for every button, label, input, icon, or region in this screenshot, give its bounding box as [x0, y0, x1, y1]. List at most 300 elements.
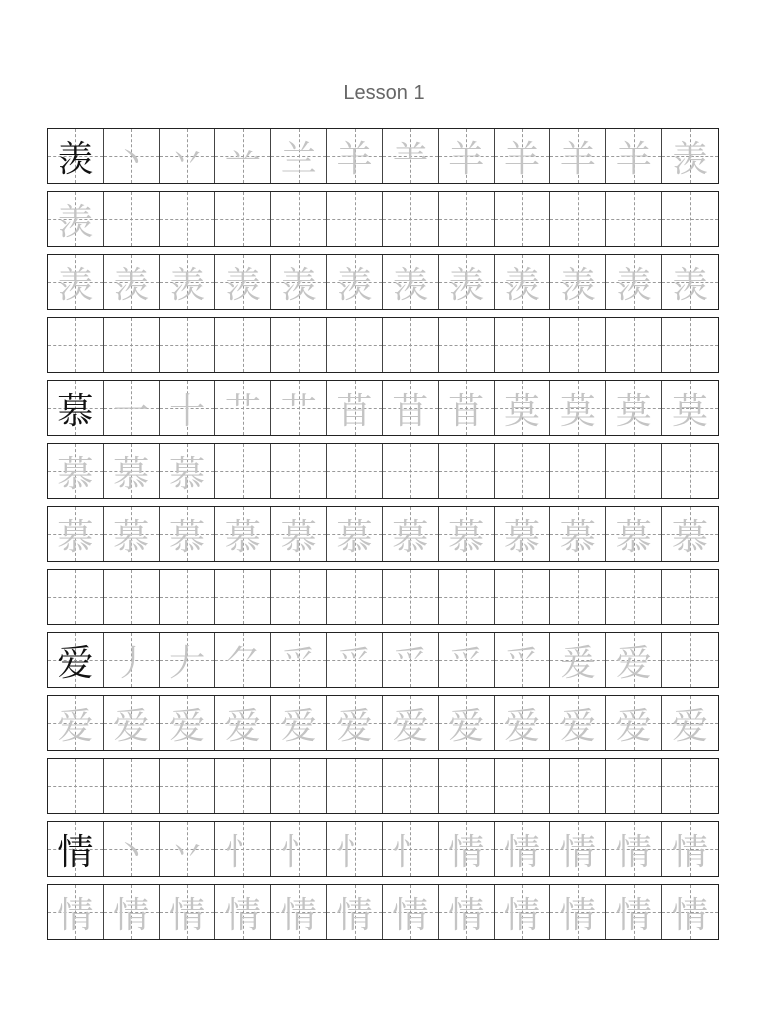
trace-character: 爱	[615, 642, 652, 684]
practice-row	[47, 380, 719, 436]
grid-cell	[606, 696, 662, 750]
grid-cell	[383, 381, 439, 435]
trace-character: 忄	[224, 831, 261, 873]
grid-cell	[383, 444, 439, 498]
trace-character: 情	[559, 831, 596, 873]
trace-character: 羊	[336, 138, 373, 180]
trace-character: 羡	[57, 201, 94, 243]
trace-character	[662, 318, 718, 372]
grid-cell	[495, 633, 551, 687]
grid-cell	[48, 255, 104, 309]
trace-character: 丷	[169, 831, 206, 873]
grid-cell	[495, 507, 551, 561]
grid-cell	[160, 507, 216, 561]
trace-character	[439, 759, 494, 813]
trace-character	[662, 444, 718, 498]
trace-character	[271, 570, 326, 624]
trace-character	[550, 444, 605, 498]
grid-cell	[104, 318, 160, 372]
grid-cell	[439, 633, 495, 687]
trace-character	[160, 318, 215, 372]
practice-row	[47, 632, 719, 688]
trace-character: 爱	[392, 705, 429, 747]
grid-cell	[606, 192, 662, 246]
grid-cell	[48, 759, 104, 813]
trace-character: 羡	[169, 264, 206, 306]
grid-cell	[215, 696, 271, 750]
trace-character: 慕	[57, 516, 94, 558]
grid-cell	[662, 444, 718, 498]
grid-cell	[383, 129, 439, 183]
practice-row	[47, 506, 719, 562]
model-character: 情	[57, 831, 94, 873]
grid-cell	[606, 255, 662, 309]
trace-character: 丿	[113, 642, 150, 684]
grid-cell	[662, 381, 718, 435]
grid-cell	[495, 192, 551, 246]
trace-character: 䒑	[224, 138, 261, 180]
grid-cell	[606, 507, 662, 561]
trace-character: 情	[169, 894, 206, 936]
grid-cell	[662, 633, 718, 687]
grid-cell	[495, 318, 551, 372]
trace-character: 艹	[224, 390, 261, 432]
trace-character	[662, 633, 718, 687]
trace-character: 慕	[615, 516, 652, 558]
grid-cell	[215, 885, 271, 939]
grid-cell	[48, 822, 104, 876]
grid-cell	[327, 507, 383, 561]
grid-cell	[215, 822, 271, 876]
trace-character: 羡	[504, 264, 541, 306]
model-character: 慕	[57, 390, 94, 432]
grid-cell	[383, 318, 439, 372]
grid-cell	[215, 570, 271, 624]
trace-character: 莫	[615, 390, 652, 432]
practice-row	[47, 569, 719, 625]
trace-character: 爫	[504, 642, 541, 684]
trace-character: 情	[280, 894, 317, 936]
practice-row	[47, 254, 719, 310]
grid-cell	[104, 570, 160, 624]
grid-cell	[383, 507, 439, 561]
trace-character: 情	[672, 831, 709, 873]
grid-cell	[550, 759, 606, 813]
trace-character	[48, 318, 103, 372]
trace-character	[48, 570, 103, 624]
trace-character: 忄	[280, 831, 317, 873]
trace-character	[383, 570, 438, 624]
grid-cell	[271, 507, 327, 561]
grid-cell	[606, 381, 662, 435]
trace-character	[439, 444, 494, 498]
grid-cell	[48, 444, 104, 498]
grid-cell	[104, 696, 160, 750]
grid-cell	[271, 885, 327, 939]
grid-cell	[662, 129, 718, 183]
grid-cell	[104, 822, 160, 876]
grid-cell	[160, 885, 216, 939]
grid-cell	[327, 381, 383, 435]
trace-character	[48, 759, 103, 813]
grid-cell	[160, 696, 216, 750]
grid-cell	[439, 318, 495, 372]
model-character: 爱	[57, 642, 94, 684]
grid-cell	[439, 255, 495, 309]
trace-character	[383, 318, 438, 372]
grid-cell	[495, 129, 551, 183]
grid-cell	[271, 759, 327, 813]
grid-cell	[104, 255, 160, 309]
grid-cell	[104, 192, 160, 246]
grid-cell	[383, 759, 439, 813]
trace-character: 艹	[280, 390, 317, 432]
trace-character: 慕	[224, 516, 261, 558]
trace-character	[550, 192, 605, 246]
trace-character: 慕	[448, 516, 485, 558]
grid-cell	[383, 570, 439, 624]
trace-character	[327, 444, 382, 498]
grid-cell	[271, 633, 327, 687]
trace-character: 情	[448, 894, 485, 936]
grid-cell	[160, 759, 216, 813]
trace-character	[160, 192, 215, 246]
trace-character	[606, 318, 661, 372]
grid-cell	[606, 633, 662, 687]
trace-character: 慕	[559, 516, 596, 558]
trace-character	[550, 759, 605, 813]
trace-character: 爱	[113, 705, 150, 747]
trace-character	[495, 444, 550, 498]
trace-character: 慕	[113, 516, 150, 558]
trace-character: 丶	[113, 831, 150, 873]
grid-cell	[327, 885, 383, 939]
trace-character: 慕	[504, 516, 541, 558]
grid-cell	[495, 381, 551, 435]
grid-cell	[215, 444, 271, 498]
grid-cell	[662, 696, 718, 750]
trace-character	[327, 570, 382, 624]
trace-character	[383, 192, 438, 246]
trace-character	[104, 759, 159, 813]
trace-character	[439, 192, 494, 246]
grid-cell	[439, 507, 495, 561]
grid-cell	[48, 192, 104, 246]
trace-character	[160, 759, 215, 813]
grid-cell	[160, 444, 216, 498]
trace-character: 情	[392, 894, 429, 936]
grid-cell	[215, 507, 271, 561]
trace-character: 情	[504, 831, 541, 873]
trace-character: 忄	[336, 831, 373, 873]
grid-cell	[495, 444, 551, 498]
grid-cell	[383, 633, 439, 687]
trace-character	[271, 318, 326, 372]
grid-cell	[327, 255, 383, 309]
grid-cell	[327, 822, 383, 876]
trace-character: 慕	[169, 516, 206, 558]
page-title: Lesson 1	[343, 82, 425, 104]
grid-cell	[662, 885, 718, 939]
grid-cell	[215, 318, 271, 372]
grid-cell	[160, 318, 216, 372]
grid-cell	[495, 255, 551, 309]
grid-cell	[327, 570, 383, 624]
trace-character	[271, 444, 326, 498]
trace-character: 爱	[280, 705, 317, 747]
trace-character: 羡	[672, 138, 709, 180]
grid-cell	[606, 822, 662, 876]
practice-grid	[47, 128, 719, 947]
trace-character: 爱	[336, 705, 373, 747]
grid-cell	[439, 570, 495, 624]
trace-character	[215, 444, 270, 498]
trace-character: 莫	[559, 390, 596, 432]
trace-character	[550, 318, 605, 372]
trace-character	[439, 318, 494, 372]
grid-cell	[104, 129, 160, 183]
grid-cell	[662, 822, 718, 876]
grid-cell	[327, 696, 383, 750]
grid-cell	[662, 318, 718, 372]
grid-cell	[662, 759, 718, 813]
trace-character: 慕	[113, 453, 150, 495]
grid-cell	[439, 129, 495, 183]
trace-character	[271, 192, 326, 246]
grid-cell	[327, 129, 383, 183]
trace-character: 爱	[615, 705, 652, 747]
grid-cell	[383, 255, 439, 309]
grid-cell	[550, 255, 606, 309]
grid-cell	[160, 129, 216, 183]
trace-character: 情	[615, 894, 652, 936]
trace-character: 情	[113, 894, 150, 936]
grid-cell	[550, 381, 606, 435]
trace-character: 忄	[392, 831, 429, 873]
trace-character: 莫	[504, 390, 541, 432]
trace-character: 情	[672, 894, 709, 936]
trace-character: 情	[336, 894, 373, 936]
grid-cell	[383, 822, 439, 876]
trace-character: 羡	[280, 264, 317, 306]
grid-cell	[550, 444, 606, 498]
trace-character: 慕	[392, 516, 429, 558]
trace-character: 慕	[336, 516, 373, 558]
practice-row	[47, 695, 719, 751]
grid-cell	[271, 318, 327, 372]
trace-character: ⺷	[392, 138, 429, 180]
grid-cell	[104, 381, 160, 435]
grid-cell	[439, 444, 495, 498]
grid-cell	[104, 759, 160, 813]
grid-cell	[439, 885, 495, 939]
grid-cell	[48, 885, 104, 939]
grid-cell	[662, 255, 718, 309]
trace-character: 苜	[336, 390, 373, 432]
trace-character: 丷	[169, 138, 206, 180]
trace-character: 十	[169, 390, 206, 432]
grid-cell	[606, 129, 662, 183]
grid-cell	[383, 885, 439, 939]
trace-character: 羡	[672, 264, 709, 306]
trace-character: ⺈	[224, 642, 261, 684]
grid-cell	[439, 696, 495, 750]
grid-cell	[215, 381, 271, 435]
grid-cell	[215, 255, 271, 309]
grid-cell	[160, 570, 216, 624]
grid-cell	[662, 570, 718, 624]
trace-character: 莫	[672, 390, 709, 432]
trace-character	[327, 759, 382, 813]
trace-character	[495, 318, 550, 372]
grid-cell	[160, 381, 216, 435]
grid-cell	[550, 570, 606, 624]
grid-cell	[383, 192, 439, 246]
grid-cell	[550, 318, 606, 372]
trace-character: 爱	[504, 705, 541, 747]
grid-cell	[439, 759, 495, 813]
grid-cell	[104, 444, 160, 498]
grid-cell	[495, 759, 551, 813]
trace-character: 羡	[224, 264, 261, 306]
trace-character	[271, 759, 326, 813]
grid-cell	[160, 192, 216, 246]
grid-cell	[48, 129, 104, 183]
grid-cell	[160, 255, 216, 309]
trace-character: 爫	[392, 642, 429, 684]
trace-character: 爫	[448, 642, 485, 684]
grid-cell	[439, 381, 495, 435]
grid-cell	[495, 885, 551, 939]
grid-cell	[550, 633, 606, 687]
practice-row	[47, 317, 719, 373]
trace-character: 丶	[113, 138, 150, 180]
grid-cell	[271, 381, 327, 435]
trace-character: 羡	[336, 264, 373, 306]
grid-cell	[550, 696, 606, 750]
grid-cell	[48, 381, 104, 435]
trace-character: 爱	[448, 705, 485, 747]
grid-cell	[48, 570, 104, 624]
grid-cell	[550, 129, 606, 183]
trace-character: 爱	[57, 705, 94, 747]
trace-character	[662, 192, 718, 246]
grid-cell	[495, 570, 551, 624]
grid-cell	[606, 570, 662, 624]
trace-character: 羡	[57, 264, 94, 306]
grid-cell	[439, 192, 495, 246]
trace-character	[606, 444, 661, 498]
trace-character: 𠂇	[169, 642, 206, 684]
practice-row	[47, 443, 719, 499]
grid-cell	[327, 759, 383, 813]
grid-cell	[495, 822, 551, 876]
trace-character	[104, 192, 159, 246]
trace-character: 情	[504, 894, 541, 936]
trace-character	[327, 192, 382, 246]
grid-cell	[327, 192, 383, 246]
grid-cell	[606, 759, 662, 813]
trace-character: 羡	[615, 264, 652, 306]
grid-cell	[439, 822, 495, 876]
trace-character: 羊	[559, 138, 596, 180]
grid-cell	[215, 192, 271, 246]
trace-character: 爱	[169, 705, 206, 747]
grid-cell	[48, 633, 104, 687]
trace-character	[104, 570, 159, 624]
trace-character	[104, 318, 159, 372]
grid-cell	[606, 444, 662, 498]
trace-character: 情	[615, 831, 652, 873]
grid-cell	[550, 192, 606, 246]
grid-cell	[160, 633, 216, 687]
practice-row	[47, 884, 719, 940]
trace-character: 爫	[280, 642, 317, 684]
trace-character: 慕	[672, 516, 709, 558]
grid-cell	[271, 696, 327, 750]
trace-character: 羡	[392, 264, 429, 306]
grid-cell	[550, 507, 606, 561]
grid-cell	[48, 507, 104, 561]
grid-cell	[662, 192, 718, 246]
trace-character: 情	[57, 894, 94, 936]
grid-cell	[48, 696, 104, 750]
trace-character: 羊	[504, 138, 541, 180]
trace-character: 慕	[280, 516, 317, 558]
trace-character: 羡	[448, 264, 485, 306]
model-character: 羡	[57, 138, 94, 180]
trace-character: 羊	[615, 138, 652, 180]
trace-character	[215, 570, 270, 624]
trace-character	[662, 759, 718, 813]
grid-cell	[104, 885, 160, 939]
grid-cell	[383, 696, 439, 750]
trace-character: 情	[448, 831, 485, 873]
trace-character	[160, 570, 215, 624]
trace-character: 羡	[113, 264, 150, 306]
grid-cell	[160, 822, 216, 876]
trace-character: 慕	[169, 453, 206, 495]
trace-character	[662, 570, 718, 624]
grid-cell	[271, 444, 327, 498]
trace-character: 爰	[559, 642, 596, 684]
grid-cell	[327, 444, 383, 498]
grid-cell	[104, 507, 160, 561]
trace-character	[383, 444, 438, 498]
grid-cell	[271, 255, 327, 309]
grid-cell	[327, 633, 383, 687]
trace-character: 情	[559, 894, 596, 936]
trace-character	[215, 318, 270, 372]
practice-row	[47, 821, 719, 877]
trace-character	[327, 318, 382, 372]
grid-cell	[662, 507, 718, 561]
trace-character: 兰	[280, 138, 317, 180]
grid-cell	[215, 129, 271, 183]
grid-cell	[271, 192, 327, 246]
trace-character	[215, 759, 270, 813]
trace-character	[495, 570, 550, 624]
trace-character: 一	[113, 390, 150, 432]
grid-cell	[271, 822, 327, 876]
practice-row	[47, 191, 719, 247]
trace-character	[439, 570, 494, 624]
grid-cell	[550, 822, 606, 876]
trace-character: 爱	[559, 705, 596, 747]
grid-cell	[327, 318, 383, 372]
trace-character	[383, 759, 438, 813]
trace-character	[550, 570, 605, 624]
